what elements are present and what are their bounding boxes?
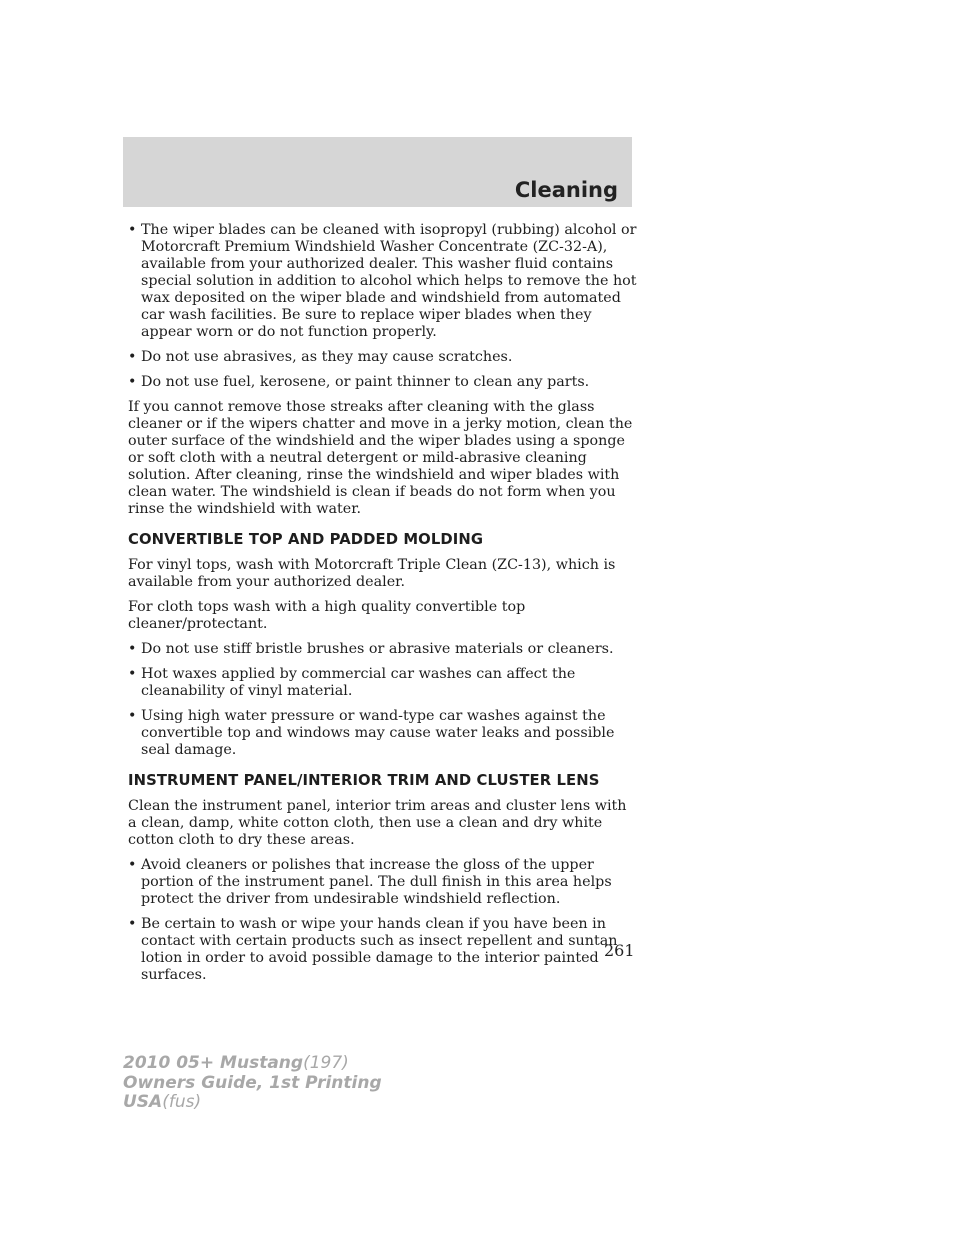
bullet-item — [128, 641, 638, 658]
footer-market: USA — [123, 1092, 163, 1112]
section-header-band — [123, 137, 632, 207]
bullet-text: The wiper blades can be cleaned with isopropyl (rubbing) alcohol or Motorcraft Premium Windshield Washer Concentrate (ZC-32-A), available from your authorized dealer. This washer fluid contains special solution in addition to alcohol which helps to remove the hot wax deposited on the wiper blade and windshield from automated car wash facilities. Be sure to replace wiper blades when they appear worn or do not function properly. — [141, 222, 637, 340]
bullet-icon: • — [128, 916, 137, 932]
bullet-item — [128, 374, 638, 391]
bullet-item — [128, 708, 638, 759]
bullet-icon: • — [128, 708, 137, 724]
bullet-text: Do not use stiff bristle brushes or abrasive materials or cleaners. — [141, 641, 614, 657]
footer-model: 2010 05+ Mustang — [123, 1053, 304, 1073]
paragraph: If you cannot remove those streaks after cleaning with the glass cleaner or if the wipers chatter and move in a jerky motion, clean the outer surface of the windshield and the wiper blades using a sponge or soft cloth with a neutral detergent or mild-abrasive cleaning solution. After cleaning, rinse the windshield and wiper blades with clean water. The windshield is clean if beads do not form when you rinse the windshield with water. — [128, 399, 633, 517]
footer-line — [123, 1054, 382, 1074]
bullet-item — [128, 666, 638, 700]
footer-line: Owners Guide, 1st Printing — [123, 1072, 382, 1093]
bullet-item — [128, 857, 638, 908]
bullet-item — [128, 222, 638, 341]
paragraph: For cloth tops wash with a high quality convertible top cleaner/protectant. — [128, 599, 526, 632]
section-heading: CONVERTIBLE TOP AND PADDED MOLDING — [128, 531, 484, 548]
print-footer — [123, 1054, 382, 1113]
bullet-item — [128, 349, 638, 366]
paragraph: For vinyl tops, wash with Motorcraft Triple Clean (ZC-13), which is available from your authorized dealer. — [128, 557, 616, 590]
bullet-icon: • — [128, 374, 137, 390]
bullet-item — [128, 916, 638, 984]
footer-model-code: (197) — [303, 1053, 349, 1073]
bullet-text: Hot waxes applied by commercial car washes can affect the cleanability of vinyl material. — [141, 666, 576, 699]
footer-line — [123, 1093, 382, 1113]
bullet-text: Using high water pressure or wand-type car washes against the convertible top and windows may cause water leaks and possible seal damage. — [141, 708, 615, 758]
footer-market-code: (fus) — [162, 1092, 202, 1112]
section-title: Cleaning — [514, 178, 618, 202]
bullet-text: Do not use fuel, kerosene, or paint thinner to clean any parts. — [141, 374, 590, 390]
bullet-icon: • — [128, 666, 137, 682]
section-heading: INSTRUMENT PANEL/INTERIOR TRIM AND CLUSTER LENS — [128, 772, 600, 789]
bullet-text: Be certain to wash or wipe your hands clean if you have been in contact with certain products such as insect repellent and suntan lotion in order to avoid possible damage to the interior painted surfaces. — [141, 916, 618, 983]
page-number: 261 — [604, 941, 635, 960]
bullet-text: Avoid cleaners or polishes that increase the gloss of the upper portion of the instrument panel. The dull finish in this area helps protect the driver from undesirable windshield reflection. — [141, 857, 612, 907]
paragraph: Clean the instrument panel, interior trim areas and cluster lens with a clean, damp, white cotton cloth, then use a clean and dry white cotton cloth to dry these areas. — [128, 798, 627, 848]
page-content — [128, 222, 638, 992]
bullet-icon: • — [128, 641, 137, 657]
bullet-icon: • — [128, 857, 137, 873]
bullet-icon: • — [128, 222, 137, 238]
bullet-icon: • — [128, 349, 137, 365]
bullet-text: Do not use abrasives, as they may cause scratches. — [141, 349, 513, 365]
